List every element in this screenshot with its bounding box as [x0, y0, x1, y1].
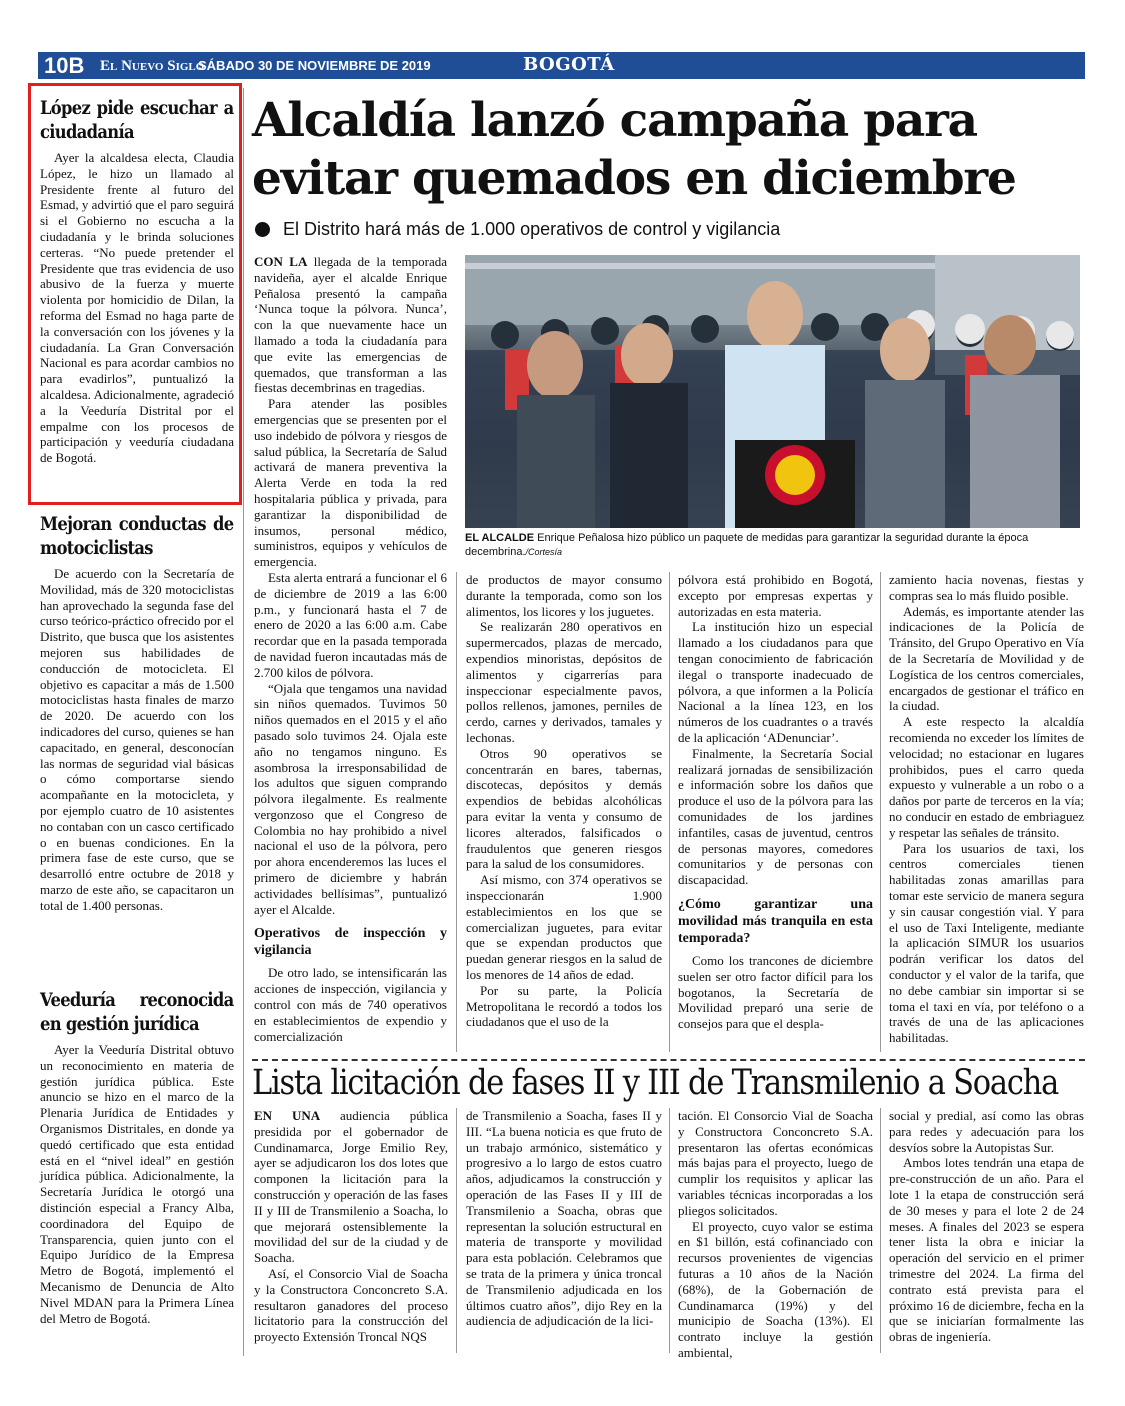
brief-body: De acuerdo con la Secretaría de Movilidad, más de 320 motociclistas han aprovechado la segunda fase del curso teórico-práctico ofrecido por el Distrito, que busca que los asistentes mejoren sus habilidades de conducción de motocicleta. El objetivo es capacitar a más de 1.500 motociclistas hasta finales de marzo de 2020. De acuerdo con los indicadores del curso, quienes se han capacitado, en general, desconocían las normas de seguridad vial básicas o cómo comportarse siendo acompañante en la motocicleta, y por ejemplo cuatro de 10 asistentes no contaban con un casco certificado o en buenas condiciones. En la primera fase de este curso, que se desarrolló entre octubre de 2018 y marzo de este año, se capacitaron un total de 1.400 personas. [40, 566, 234, 913]
brief-lopez [40, 96, 234, 466]
brief-title: Mejoran conductas de motociclistas [40, 513, 234, 559]
second-col-2: de Transmilenio a Soacha, fases II y III. “La buena noticia es que fruto de un trabajo armónico, sistemático y progresivo a lo largo de estos cuatro años, adjudicamos la construcción y operación de las Fases II y III de Transmilenio a Soacha, obras que representan la solución estructural en materia de transporte y movilidad para esta población. Celebramos que se trata de la primera y única troncal de Transmilenio adjudicada en los últimos cuatro años”, dijo Rey en la audiencia de adjudicación de la lici- [466, 1108, 662, 1329]
second-col-3: tación. El Consorcio Vial de Soacha y Constructora Conconcreto S.A. presentaron las ofertas económicas más bajas para el proyecto, luego de cumplir los requisitos y aplicar las variables técnicas incorporadas a los pliegos solicitados. El proyecto, cuyo valor se estima en $1 billón, está cofinanciado con recursos provenientes de vigencias futuras a 10 años de la Nación (68%), de la Gobernación de Cundinamarca (19%) y del municipio de Soacha (13%). El contrato incluye la gestión ambiental, [678, 1108, 873, 1360]
photo-caption [465, 531, 1080, 559]
column-divider [880, 572, 881, 1052]
photo-illustration [465, 255, 1080, 528]
brief-motociclistas [40, 512, 234, 914]
main-deck: El Distrito hará más de 1.000 operativos de control y vigilancia [283, 219, 781, 239]
column-divider [456, 1108, 457, 1353]
brief-veeduria [40, 988, 234, 1326]
lead-in: EN UNA [254, 1108, 321, 1123]
masthead: El Nuevo Siglo [100, 58, 205, 74]
brief-body: Ayer la alcaldesa electa, Claudia López, le hizo un llamado al Presidente frente al futuro del Esmad, y advirtió que el paro seguirá si el Gobierno no escucha a la ciudadanía y le brinda soluciones certeras. “No puede pretender el Presidente que tras evidencia de uso abusivo de la fuerza y muerte violenta por homicidio de Dilan, la reforma del Esmad no haga parte de la conversación con los jóvenes y la ciudadanía. La Gran Conversación Nacional es para acordar cambios no para evadirlos”, puntualizó la alcaldesa. Adicionalmente, agradeció a la Veeduría Distrital por el empalme con los procesos de participación y veeduría ciudadana de Bogotá. [40, 150, 234, 466]
brief-body: Ayer la Veeduría Distrital obtuvo un reconocimiento en materia de gestión jurídica pública. Este anuncio se hizo en el marco de la Plenaria Jurídica de Entidades y Organismos Distritales, en donde ya quedó certificado que esta entidad está en el “nivel ideal” en gestión jurídica pública. Adicionalmente, la Secretaría Jurídica le otorgó una distinción especial a Francy Alba, coordinadora del Equipo de Transparencia, quien junto con el Equipo Jurídico de la Empresa Metro de Bogotá, implementó el Mecanismo de Denuncia de Alto Nivel MDAN para la Primera Línea del Metro de Bogotá. [40, 1042, 234, 1326]
section-label: BOGOTÁ [523, 54, 615, 75]
second-col-1: EN UNA audiencia pública presidida por el gobernador de Cundinamarca, Jorge Emilio Rey, ayer se adjudicaron los dos lotes que componen la licitación para la construcción y operación de las fases II y III de Transmilenio a Soacha, lo que mejorará ostensiblemente la movilidad del sur de la ciudad y de Soacha. Así, el Consorcio Vial de Soacha y la Constructora Conconcreto S.A. resultaron ganadores del proceso licitatorio para la construcción del proyecto Extensión Troncal NQS [254, 1108, 448, 1345]
column-divider [880, 1108, 881, 1353]
second-headline: Lista licitación de fases II y III de Transmilenio a Soacha [252, 1063, 1059, 1103]
header-date: SÁBADO 30 DE NOVIEMBRE DE 2019 [198, 58, 431, 73]
subheading: Operativos de inspección y vigilancia [254, 926, 447, 959]
main-col-3: pólvora está prohibido en Bogotá, excepto por empresas expertas y autorizadas en esta materia. La institución hizo un especial llamado a los ciudadanos para que tengan conocimiento de fabricación ilegal o transporte inadecuado de pólvora, a que informen a la Policía Nacional a la línea 123, en los números de los cuadrantes o a través de la aplicación ‘ADenunciar’. Finalmente, la Secretaría Social realizará jornadas de sensibilización e información sobre los daños que produce el uso de la pólvora para las comunidades de los jardines infantiles, casas de juventud, centros de personas mayores, comedores comunitarios y de personas con discapacidad. ¿Cómo garantizar una movilidad más tranquila en esta temporada? Como los trancones de diciembre suelen ser otro factor difícil para los bogotanos, la Secretaría de Movilidad preparó una serie de consejos para que el despla- [678, 572, 873, 1032]
lead-in: CON LA [254, 254, 308, 269]
brief-title: Veeduría reconocida en gestión jurídica [40, 989, 234, 1035]
second-col-4: social y predial, así como las obras para redes y adecuación para los desvíos sobre la Autopistas Sur. Ambos lotes tendrán una etapa de pre-construcción de un año. Para el lote 1 la etapa de construcción será de 30 meses y para el lote 2 de 24 meses. A finales del 2023 se espera tener lista la obra e iniciar la operación del servicio en el primer trimestre del 2024. La firma del contrato está prevista para el próximo 16 de diciembre, fecha en la que se iniciarían formalmente las obras de ingeniería. [889, 1108, 1084, 1345]
main-col-4: zamiento hacia novenas, fiestas y compras sea lo más fluido posible. Además, es importante atender las indicaciones de la Policía de Tránsito, del Grupo Operativo en Vía de la Secretaría de Movilidad y de Logística de los centros comerciales, encargados de gestionar el tráfico en la ciudad. A este respecto la alcaldía recomienda no exceder los límites de velocidad; no estacionar en lugares prohibidos, pues el carro queda expuesto y vulnerable a un robo o a daños por parte de terceros en la vía; no conducir en estado de embriaguez y respetar las señales de tránsito. Para los usuarios de taxi, los centros comerciales tienen habilitadas zonas amarillas para tomar este servicio de manera segura y sin causar congestión vial. Y para el uso de Taxi Inteligente, mediante la aplicación SIMUR los usuarios podrán verificar los datos del conductor y el valor de la tarifa, que no debe cambiar sin importar si se toma el taxi en vía, por teléfono o a través de una de las aplicaciones habilitadas. [889, 572, 1084, 1046]
caption-text: Enrique Peñalosa hizo público un paquete de medidas para garantizar la seguridad durante la época decembrina. [465, 532, 1029, 558]
column-divider [669, 1108, 670, 1353]
page-number: 10B [44, 53, 85, 78]
column-divider [243, 88, 244, 1356]
main-headline: Alcaldía lanzó campaña para evitar quemados en diciembre [252, 93, 1016, 206]
column-divider [669, 572, 670, 1052]
subheading: ¿Cómo garantizar una movilidad más tranquila en esta temporada? [678, 896, 873, 946]
main-col-1: CON LA llegada de la temporada navideña, ayer el alcalde Enrique Peñalosa presentó la campaña ‘Nunca toque la pólvora. Nunca’, con la que nuevamente hace un llamado a toda la ciudadanía para que evite las emergencias de quemados, que transforman a las fiestas decembrinas en tragedias. Para atender las posibles emergencias que se presenten por el uso indebido de pólvora y riesgos de salud pública, la Secretaría de Salud activará de manera preventiva la Alerta Verde en toda la red hospitalaria pública y privada, para garantizar la disponibilidad de insumos, personal médico, suministros, equipos y vehículos de emergencia. Esta alerta entrará a funcionar el 6 de diciembre de 2019 a las 6:00 p.m., y funcionará hasta el 7 de enero de 2020 a las 6:00 a.m. Cabe recordar que en la pasada temporada de navidad fueron incautadas más de 2.700 kilos de pólvora. “Ojala que tengamos una navidad sin niños quemados. Tuvimos 50 niños quemados en el 2015 y el año pasado solo tuvimos 24. Ojala este año no tengamos ninguno. Es asombrosa la irresponsabilidad de los adultos que siguen comprando pólvora ilegalmente. Es realmente vergonzoso que el Congreso de Colombia no hay prohibido a nivel nacional el uso de la pólvora, pero por ahora encenderemos las luces el primero de diciembre y habrán actividades bellísimas”, puntualizó ayer el Alcalde. Operativos de inspección y vigilancia De otro lado, se intensificarán las acciones de inspección, vigilancia y control con más de 740 operativos en establecimientos de expendio y comercialización [254, 254, 447, 1044]
news-photo [465, 255, 1080, 528]
main-col-2: de productos de mayor consumo durante la temporada, como son los alimentos, los licores y los juguetes. Se realizarán 280 operativos en supermercados, plazas de mercado, expendios minoristas, depósitos de alimentos y cigarrerías para inspeccionar especialmente pavos, pollos rellenos, jamones, perniles de cerdo, carnes y derivados, tamales y lechonas. Otros 90 operativos se concentrarán en bares, tabernas, discotecas, depósitos y demás expendios de bebidas alcohólicas para evitar la venta y consumo de licores alterados, falsificados o fraudulentos que generen riesgos para la salud de los consumidores. Así mismo, con 374 operativos se inspeccionarán 1.900 establecimientos en los que se comercializan juguetes, para evitar que se expendan productos que puedan generar riesgos en la salud de los menores de 14 años de edad. Por su parte, la Policía Metropolitana le recordó a todos los ciudadanos que el uso de la [466, 572, 662, 1030]
column-divider [456, 572, 457, 1052]
photo-credit: /Cortesía [525, 547, 563, 557]
brief-title: López pide escuchar a ciudadanía [40, 97, 234, 143]
header-bar [38, 52, 1085, 79]
deck-bullet [255, 222, 270, 237]
caption-label: EL ALCALDE [465, 532, 535, 544]
